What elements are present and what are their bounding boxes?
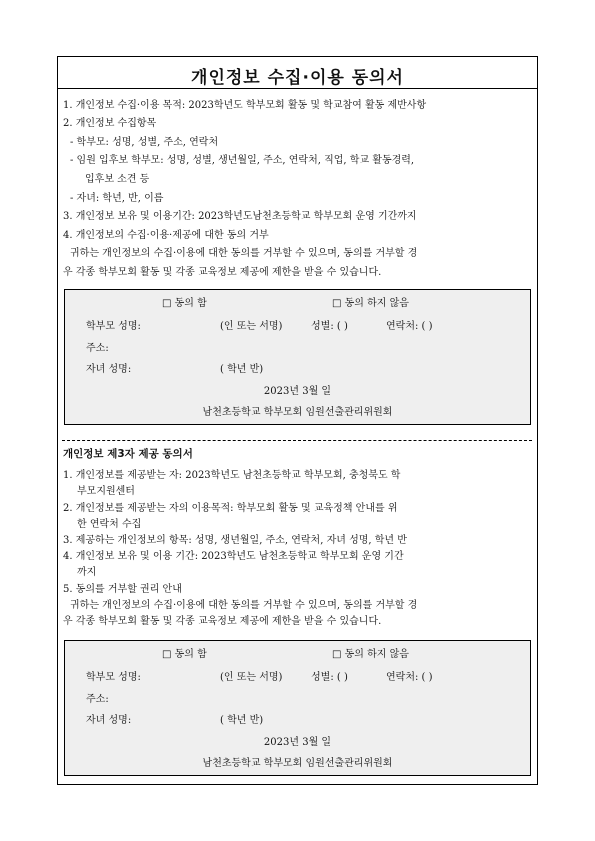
s2-contact-field[interactable]: 연락처: ( ) <box>386 672 433 683</box>
section-divider <box>62 440 532 441</box>
title-rule <box>58 88 537 89</box>
s2-committee: 남천초등학교 학부모회 임원선출관리위원회 <box>202 758 393 769</box>
s2-line-5: 3. 제공하는 개인정보의 항목: 성명, 생년월일, 주소, 연락처, 자녀 성명, 학년 반 <box>63 535 407 546</box>
s1-grade-field[interactable]: ( 학년 반) <box>220 364 264 375</box>
s1-line-10: 우 각종 학부모회 활동 및 각종 교육정보 제공에 제한을 받을 수 있습니다. <box>63 267 382 278</box>
s2-grade-field[interactable]: ( 학년 반) <box>220 715 264 726</box>
s2-line-6: 4. 개인정보 보유 및 이용 기간: 2023학년도 남천초등학교 학부모회 운영 기간 <box>63 551 404 562</box>
s1-line-8: 4. 개인정보의 수집·이용·제공에 대한 동의 거부 <box>63 230 269 241</box>
s1-disagree-checkbox[interactable]: □ 동의 하지 않음 <box>332 298 409 309</box>
s2-line-3: 2. 개인정보를 제공받는 자의 이용목적: 학부모회 활동 및 교육정책 안내를 위 <box>63 503 398 514</box>
s1-consent-box <box>64 289 531 425</box>
s2-date: 2023년 3월 일 <box>263 737 332 748</box>
s2-line-4: 한 연락처 수집 <box>77 519 142 530</box>
s1-line-4: - 임원 입후보 학부모: 성명, 성별, 생년월일, 주소, 연락처, 직업, 학교 활동경력, <box>70 155 415 166</box>
s1-line-2: 2. 개인정보 수집항목 <box>63 118 157 129</box>
s2-heading: 개인정보 제3자 제공 동의서 <box>63 448 193 460</box>
s2-line-2: 부모지원센터 <box>77 486 135 497</box>
s2-agree-checkbox[interactable]: □ 동의 함 <box>162 649 207 660</box>
s2-line-9: 귀하는 개인정보의 수집·이용에 대한 동의를 거부할 수 있으며, 동의를 거부할 경 <box>70 600 418 611</box>
s1-line-3: - 학부모: 성명, 성별, 주소, 연락처 <box>70 137 219 148</box>
s2-sign-label: (인 또는 서명) <box>220 672 283 683</box>
s2-parent-name-label[interactable]: 학부모 성명: <box>86 672 141 683</box>
s1-line-6: - 자녀: 학년, 반, 이름 <box>70 193 164 204</box>
form-title: 개인정보 수집·이용 동의서 <box>191 68 404 88</box>
consent-form <box>57 56 538 785</box>
s2-disagree-checkbox[interactable]: □ 동의 하지 않음 <box>332 649 409 660</box>
s2-line-7: 까지 <box>77 567 97 578</box>
s1-contact-field[interactable]: 연락처: ( ) <box>386 321 433 332</box>
s2-line-1: 1. 개인정보를 제공받는 자: 2023학년도 남천초등학교 학부모회, 충청북도 학 <box>63 470 401 481</box>
s1-date: 2023년 3월 일 <box>263 386 332 397</box>
s1-line-1: 1. 개인정보 수집·이용 목적: 2023학년도 학부모회 활동 및 학교참여 활동 제반사항 <box>63 100 427 111</box>
s1-address-label[interactable]: 주소: <box>86 343 109 354</box>
s1-line-9: 귀하는 개인정보의 수집·이용에 대한 동의를 거부할 수 있으며, 동의를 거부할 경 <box>70 248 418 259</box>
s1-committee: 남천초등학교 학부모회 임원선출관리위원회 <box>202 407 393 418</box>
s1-sign-label: (인 또는 서명) <box>220 321 283 332</box>
s1-parent-name-label[interactable]: 학부모 성명: <box>86 321 141 332</box>
s2-gender-field[interactable]: 성별: ( ) <box>311 672 348 683</box>
s1-line-7: 3. 개인정보 보유 및 이용기간: 2023학년도남천초등학교 학부모회 운영 기간까지 <box>63 211 417 222</box>
s2-line-8: 5. 동의를 거부할 권리 안내 <box>63 584 182 595</box>
s2-consent-box <box>64 640 531 776</box>
s1-child-name-label[interactable]: 자녀 성명: <box>86 364 132 375</box>
s1-gender-field[interactable]: 성별: ( ) <box>311 321 348 332</box>
s1-line-5: 입후보 소견 등 <box>85 174 150 185</box>
s2-child-name-label[interactable]: 자녀 성명: <box>86 715 132 726</box>
s2-address-label[interactable]: 주소: <box>86 694 109 705</box>
s2-line-10: 우 각종 학부모회 활동 및 각종 교육정보 제공에 제한을 받을 수 있습니다. <box>63 616 382 627</box>
s1-agree-checkbox[interactable]: □ 동의 함 <box>162 298 207 309</box>
